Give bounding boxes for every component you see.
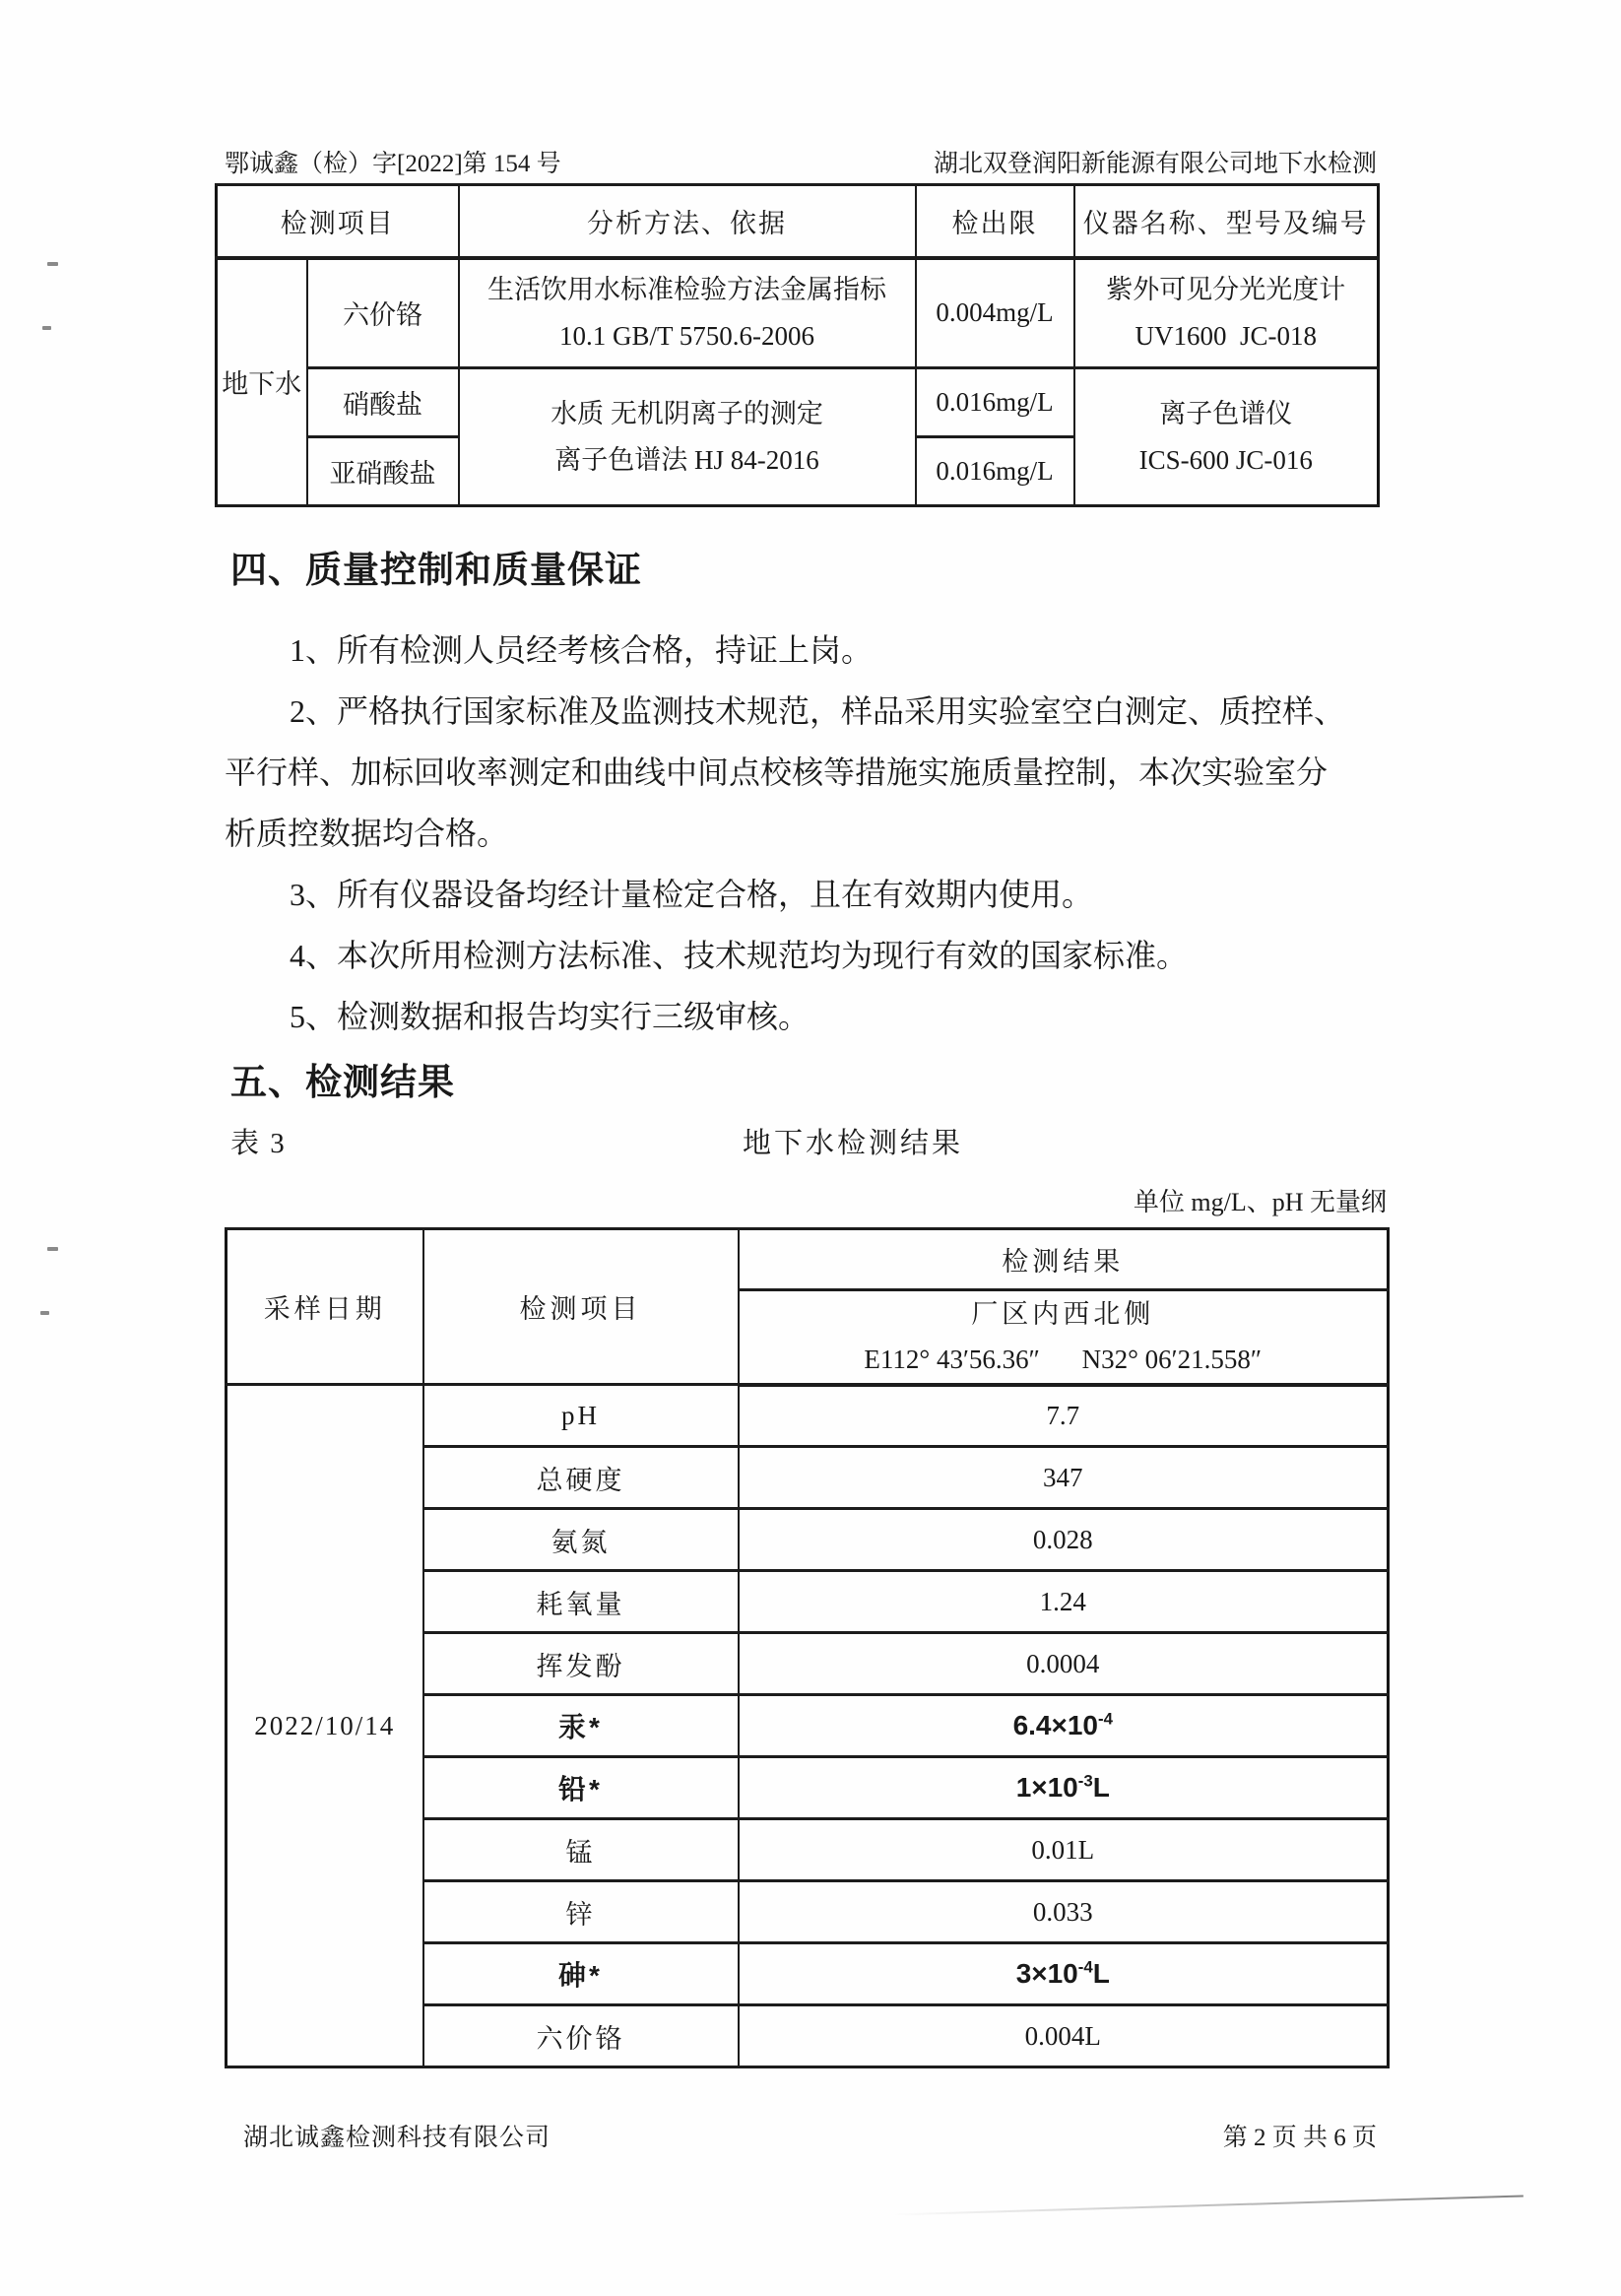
footer-company: 湖北诚鑫检测科技有限公司 (243, 2125, 551, 2151)
result-item: 挥发酚 (423, 1633, 739, 1695)
sampling-coordinates (740, 1337, 1388, 1382)
section4-paragraphs (225, 620, 1387, 1047)
instrument-cell-merged (1074, 368, 1379, 506)
scan-artifact-line (891, 2195, 1524, 2215)
result-item: 氨氮 (423, 1509, 739, 1571)
qa-line: 析质控数据均合格。 (225, 816, 509, 851)
method-line-2: 离子色谱法 HJ 84-2016 (554, 444, 819, 475)
header-test-item: 检测项目 (217, 185, 459, 258)
instrument-line-2: UV1600 JC-018 (1135, 320, 1317, 351)
coordinate-east: E112° 43′56.36″ (864, 1345, 1040, 1375)
result-value: 0.0004 (739, 1633, 1389, 1695)
value-base: 1×10 (1015, 1772, 1078, 1804)
header-test-item: 检测项目 (423, 1229, 739, 1385)
results-table-title: 地下水检测结果 (742, 1128, 963, 1159)
method-cell-merged (459, 368, 916, 506)
method-line-1: 生活饮用水标准检验方法金属指标 (487, 275, 886, 305)
results-table (225, 1227, 1390, 2068)
result-item: 铅* (423, 1757, 739, 1819)
value-base: 6.4×10 (1012, 1710, 1098, 1741)
qa-line: 2、严格执行国家标准及监测技术规范，样品采用实验室空白测定、质控样、 (290, 693, 1346, 729)
table-number-label: 表 3 (230, 1128, 287, 1159)
unit-note: 单位 mg/L、pH 无量纲 (1133, 1188, 1387, 1216)
header-instrument: 仪器名称、型号及编号 (1074, 185, 1379, 258)
value-exponent: -4 (1098, 1710, 1113, 1730)
header-sampling-date: 采样日期 (227, 1229, 423, 1385)
sample-date-cell: 2022/10/14 (227, 1385, 423, 2067)
result-row-ph (227, 1385, 1389, 1447)
instrument-line-1: 离子色谱仪 (1159, 399, 1293, 429)
result-item: 砷* (423, 1943, 739, 2005)
value-exponent: -4 (1077, 1958, 1093, 1978)
result-value (739, 1943, 1389, 2005)
coordinate-north: N32° 06′21.558″ (1081, 1345, 1263, 1375)
result-value: 0.033 (739, 1881, 1389, 1943)
sample-type-cell: 地下水 (217, 258, 307, 506)
page-header (225, 144, 1377, 179)
result-value: 347 (739, 1447, 1389, 1509)
result-value: 1.24 (739, 1571, 1389, 1633)
results-table-caption (225, 1121, 1387, 1160)
result-value: 7.7 (739, 1385, 1389, 1447)
scan-edge-mark (47, 1247, 58, 1251)
value-suffix: L (1092, 1772, 1110, 1804)
limit-cell: 0.004mg/L (916, 258, 1074, 368)
method-row-nitrate (217, 368, 1379, 437)
method-line-1: 水质 无机阴离子的测定 (551, 399, 823, 429)
header-test-result: 检测结果 (739, 1229, 1389, 1290)
doc-project-title: 湖北双登润阳新能源有限公司地下水检测 (933, 151, 1377, 177)
item-cell: 硝酸盐 (307, 368, 459, 437)
sampling-location-cell (739, 1290, 1389, 1385)
qa-line: 平行样、加标回收率测定和曲线中间点校核等措施实施质量控制，本次实验室分 (225, 754, 1329, 790)
section5-heading: 五、检测结果 (230, 1062, 455, 1102)
result-item: 汞* (423, 1695, 739, 1757)
value-base: 3×10 (1015, 1958, 1078, 1990)
item-cell: 亚硝酸盐 (307, 437, 459, 506)
value-suffix: L (1092, 1958, 1110, 1990)
method-table (215, 183, 1380, 507)
result-item: 六价铬 (423, 2005, 739, 2067)
result-item: 锌 (423, 1881, 739, 1943)
method-line-2: 10.1 GB/T 5750.6-2006 (558, 320, 814, 351)
instrument-line-1: 紫外可见分光光度计 (1106, 275, 1346, 305)
result-value: 0.028 (739, 1509, 1389, 1571)
limit-cell: 0.016mg/L (916, 368, 1074, 437)
result-item: 锰 (423, 1819, 739, 1881)
method-table-header-row (217, 185, 1379, 258)
qa-line: 1、所有检测人员经考核合格，持证上岗。 (290, 632, 874, 668)
result-item: pH (423, 1385, 739, 1447)
result-value (739, 1695, 1389, 1757)
scan-edge-mark (42, 326, 51, 330)
method-cell (459, 258, 916, 368)
section4-heading: 四、质量控制和质量保证 (230, 550, 642, 590)
item-cell: 六价铬 (307, 258, 459, 368)
value-exponent: -3 (1077, 1772, 1093, 1792)
result-value: 0.01L (739, 1819, 1389, 1881)
qa-line: 3、所有仪器设备均经计量检定合格，且在有效期内使用。 (290, 877, 1094, 912)
footer-page-number: 第 2 页 共 6 页 (1222, 2125, 1377, 2151)
doc-number: 鄂诚鑫（检）字[2022]第 154 号 (225, 151, 561, 177)
scan-edge-mark (40, 1311, 49, 1315)
sampling-location: 厂区内西北侧 (971, 1299, 1155, 1329)
result-value (739, 1757, 1389, 1819)
method-row-hexavalent-chromium (217, 258, 1379, 368)
scan-edge-mark (47, 262, 58, 266)
results-header-row-1 (227, 1229, 1389, 1290)
instrument-line-2: ICS-600 JC-016 (1138, 444, 1313, 475)
limit-cell: 0.016mg/L (916, 437, 1074, 506)
instrument-cell (1074, 258, 1379, 368)
header-analysis-method: 分析方法、依据 (459, 185, 916, 258)
result-value: 0.004L (739, 2005, 1389, 2067)
qa-line: 5、检测数据和报告均实行三级审核。 (290, 999, 810, 1034)
header-detection-limit: 检出限 (916, 185, 1074, 258)
result-item: 总硬度 (423, 1447, 739, 1509)
result-item: 耗氧量 (423, 1571, 739, 1633)
qa-line: 4、本次所用检测方法标准、技术规范均为现行有效的国家标准。 (290, 938, 1189, 973)
